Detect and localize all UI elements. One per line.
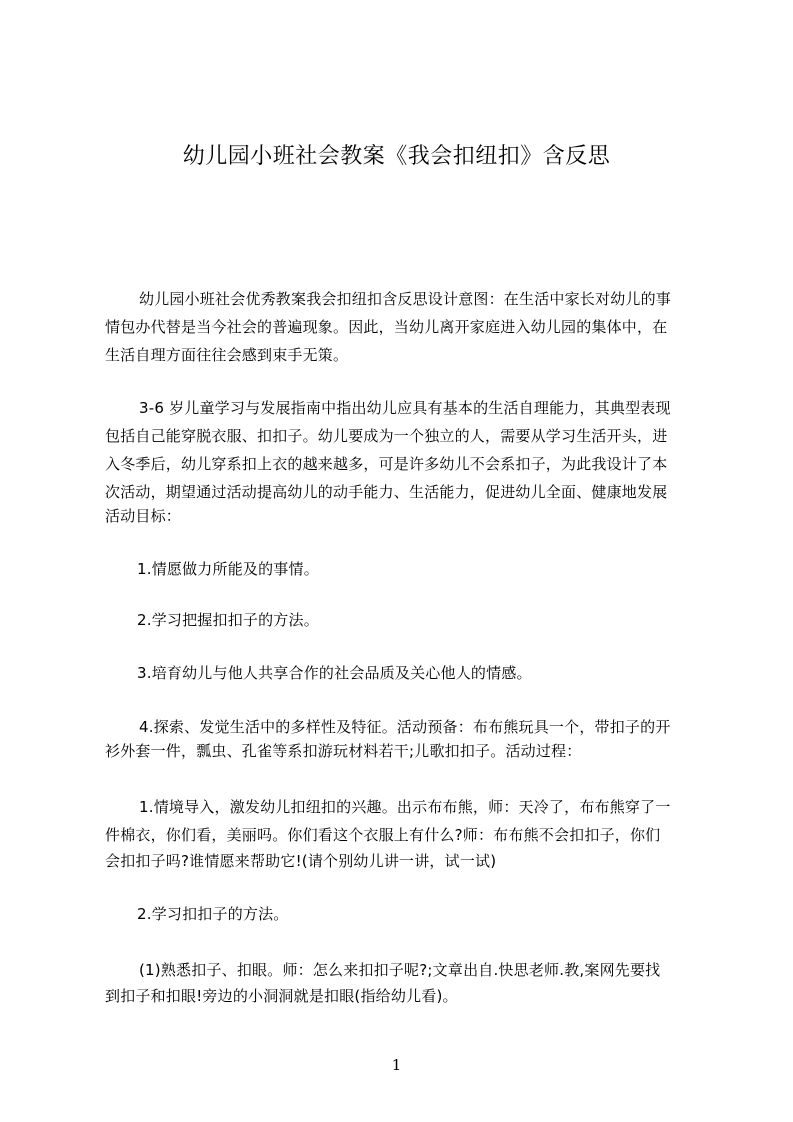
objective-1: 1.情愿做力所能及的事情。 xyxy=(137,560,319,578)
objective-4-line-2: 衫外套一件，瓢虫、孔雀等系扣游玩材料若干;儿歌扣扣子。活动过程： xyxy=(105,742,582,760)
paragraph-2-line-4: 次活动，期望通过活动提高幼儿的动手能力、生活能力，促进幼儿全面、健康地发展 xyxy=(105,483,668,501)
paragraph-2-line-1: 3-6 岁儿童学习与发展指南中指出幼儿应具有基本的生活自理能力，其典型表现 xyxy=(139,399,671,417)
step-1-line-2: 件棉衣，你们看，美丽吗。你们看这个衣服上有什么?师：布布熊不会扣扣子，你们 xyxy=(105,826,661,844)
paragraph-1-line-1: 幼儿园小班社会优秀教案我会扣纽扣含反思设计意图：在生活中家长对幼儿的事 xyxy=(139,290,672,308)
objective-2: 2.学习把握扣扣子的方法。 xyxy=(137,611,319,629)
paragraph-1-line-2: 情包办代替是当今社会的普遍现象。因此，当幼儿离开家庭进入幼儿园的集体中，在 xyxy=(105,318,668,336)
paragraph-2-line-3: 入冬季后，幼儿穿系扣上衣的越来越多，可是许多幼儿不会系扣子，为此我设计了本 xyxy=(105,455,668,473)
objective-3: 3.培育幼儿与他人共享合作的社会品质及关心他人的情感。 xyxy=(137,664,532,682)
step-1-line-1: 1.情境导入，激发幼儿扣纽扣的兴趣。出示布布熊，师：天冷了，布布熊穿了一 xyxy=(139,798,671,816)
paragraph-2-line-2: 包括自己能穿脱衣服、扣扣子。幼儿要成为一个独立的人，需要从学习生活开头，进 xyxy=(105,427,668,445)
substep-1-line-1: (1)熟悉扣子、扣眼。师：怎么来扣扣子呢?;文章出自.快思老师.教,案网先要找 xyxy=(139,961,661,979)
document-title: 幼儿园小班社会教案《我会扣纽扣》含反思 xyxy=(182,144,611,169)
substep-1-line-2: 到扣子和扣眼!旁边的小洞洞就是扣眼(指给幼儿看)。 xyxy=(105,987,458,1005)
page-number: 1 xyxy=(391,1056,402,1074)
objective-4-line-1: 4.探索、发觉生活中的多样性及特征。活动预备：布布熊玩具一个，带扣子的开 xyxy=(139,718,671,736)
step-1-line-3: 会扣扣子吗?谁情愿来帮助它!(请个别幼儿讲一讲，试一试) xyxy=(105,852,497,870)
paragraph-1-line-3: 生活自理方面往往会感到束手无策。 xyxy=(105,346,349,364)
paragraph-2-line-5: 活动目标： xyxy=(105,507,182,525)
step-2: 2.学习扣扣子的方法。 xyxy=(137,905,289,923)
